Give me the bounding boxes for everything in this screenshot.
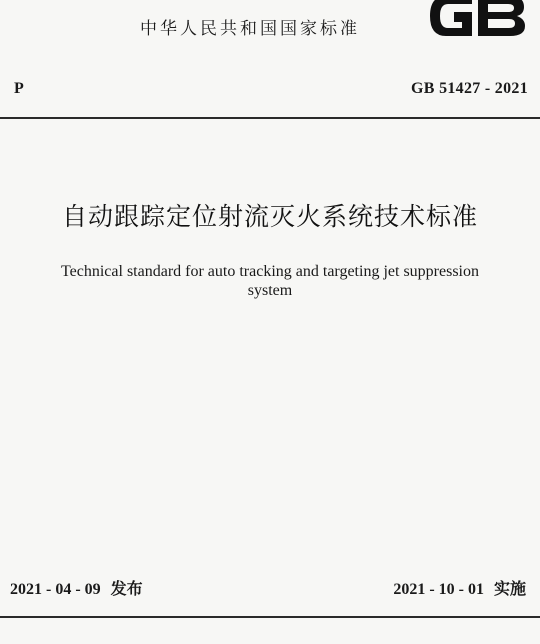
effective-label: 实施 (493, 579, 526, 598)
effective-date: 2021 - 10 - 01 (393, 581, 484, 598)
top-divider (0, 117, 540, 119)
issue-date: 2021 - 04 - 09 (10, 581, 101, 598)
standard-number: GB 51427 - 2021 (411, 80, 528, 97)
issue-label: 发布 (110, 579, 143, 598)
bottom-divider (0, 616, 540, 618)
issue-date-block (10, 576, 143, 599)
gb-logo (424, 0, 528, 44)
english-title: Technical standard for auto tracking and targeting jet suppression system (60, 263, 479, 299)
chinese-title: 自动跟踪定位射流灭火系统技术标准 (61, 202, 478, 231)
category-code: P (14, 80, 24, 97)
effective-date-block (393, 576, 526, 599)
national-standard-heading: 中华人民共和国国家标准 (140, 19, 360, 39)
